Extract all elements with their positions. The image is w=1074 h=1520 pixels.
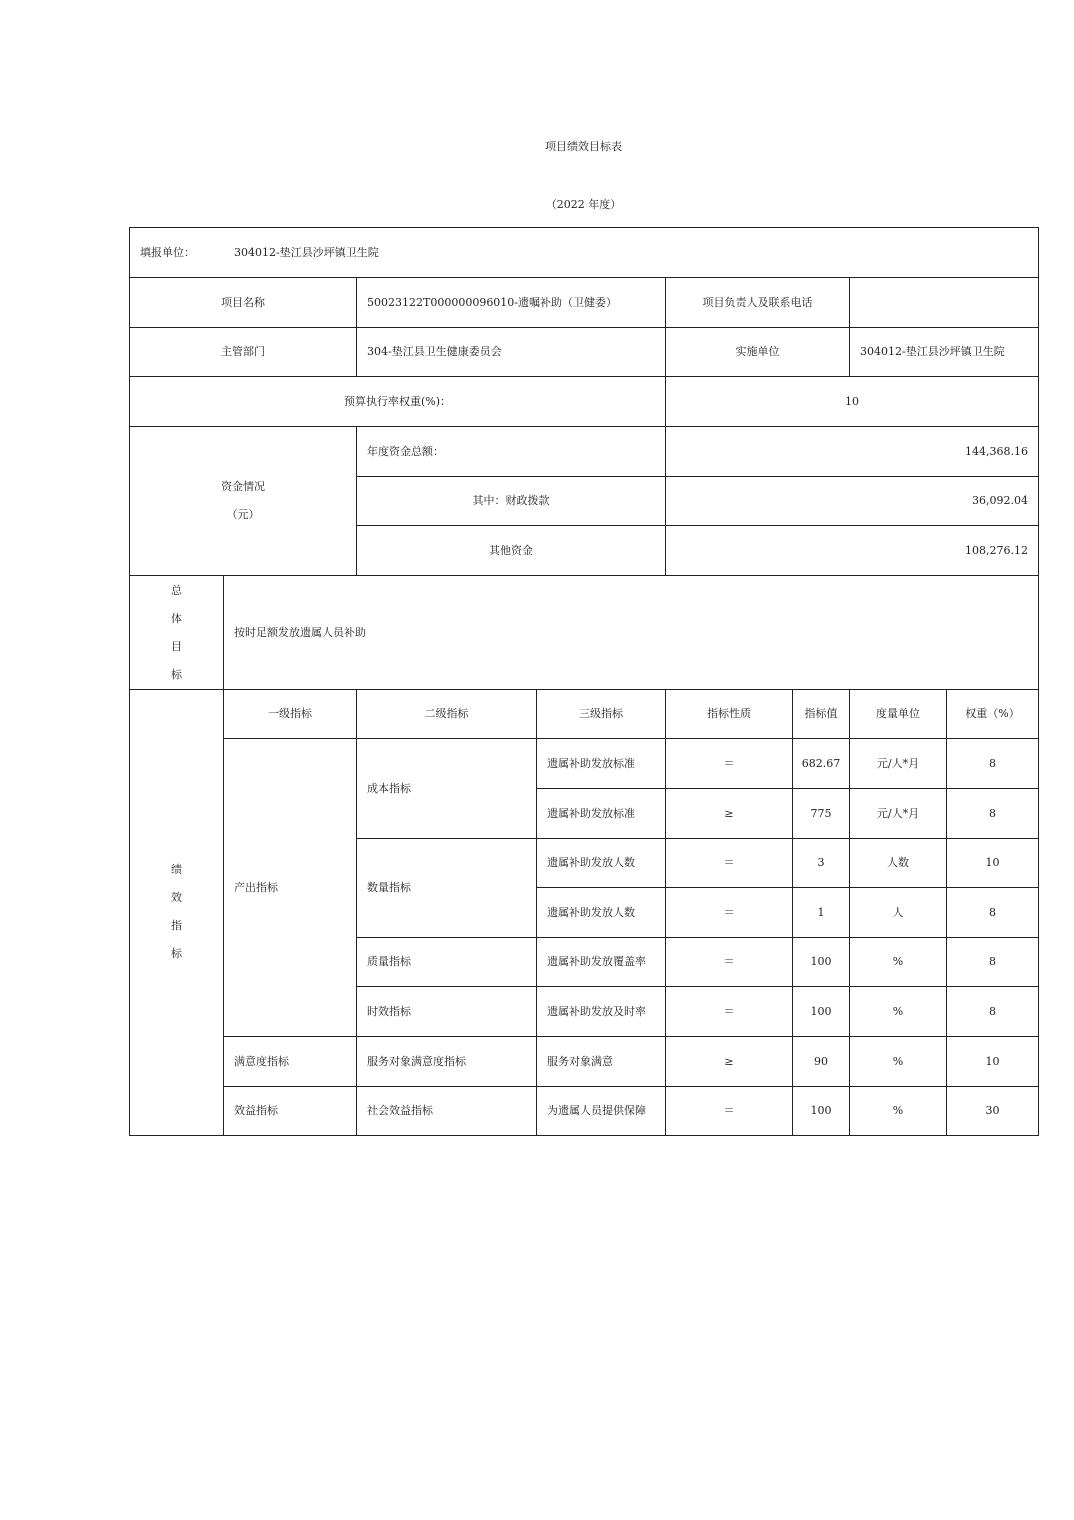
overall-goal-label [130, 576, 223, 689]
header-level3: 三级指标 [579, 707, 623, 721]
table-row-indicator: 遗属补助发放人数 [547, 856, 635, 870]
project-name-label: 项目名称 [221, 295, 265, 309]
overall-goal-char: 目 [171, 639, 182, 653]
table-row-weight: 8 [989, 1004, 996, 1018]
project-contact-value [850, 278, 1038, 327]
table-row-unit: % [892, 955, 904, 969]
table-row-nature: ＝ [723, 756, 735, 770]
year-subtitle: （2022 年度） [545, 198, 622, 211]
table-row-value: 3 [817, 856, 825, 870]
header-level2: 二级指标 [424, 707, 469, 721]
performance-label-char: 效 [171, 891, 182, 904]
table-row-weight: 8 [989, 905, 996, 919]
level1-output: 产出指标 [234, 880, 278, 894]
table-row-value: 100 [810, 955, 832, 969]
overall-goal-value: 按时足额发放遗属人员补助 [234, 625, 366, 639]
implementing-unit-label: 实施单位 [735, 345, 780, 359]
funds-other-label: 其他资金 [489, 543, 533, 557]
budget-weight-label: 预算执行率权重(%)： [343, 394, 452, 408]
table-row-unit: 人 [892, 905, 904, 919]
table-row-unit: % [892, 1054, 904, 1068]
project-contact-label: 项目负责人及联系电话 [702, 295, 813, 309]
budget-weight-value: 10 [845, 394, 859, 408]
table-row-value: 100 [810, 1104, 832, 1118]
header-level1: 一级指标 [268, 707, 312, 721]
header-unit: 度量单位 [876, 707, 920, 721]
funds-fiscal-label: 其中：财政拨款 [472, 494, 550, 508]
level2-quality: 质量指标 [367, 955, 411, 969]
table-row-indicator: 遗属补助发放标准 [547, 756, 635, 770]
table-row-nature: ≥ [724, 806, 734, 820]
table-row-nature: ＝ [723, 1004, 735, 1018]
department-label: 主管部门 [221, 345, 265, 359]
table-row-value: 775 [810, 806, 832, 820]
header-nature: 指标性质 [707, 707, 751, 721]
department-value: 304-垫江县卫生健康委员会 [367, 345, 502, 359]
table-row-value: 682.67 [801, 756, 841, 770]
reporting-unit-label: 填报单位： [140, 245, 195, 259]
level2-quantity: 数量指标 [367, 881, 411, 895]
level2-social-benefit: 社会效益指标 [367, 1104, 433, 1118]
performance-label-char: 绩 [171, 863, 182, 876]
level2-cost: 成本指标 [367, 781, 411, 795]
level1-benefit: 效益指标 [234, 1104, 278, 1118]
table-row-weight: 10 [985, 1054, 1000, 1068]
header-value: 指标值 [804, 707, 838, 721]
table-row-indicator: 遗属补助发放及时率 [547, 1004, 646, 1018]
table-row-nature: ≥ [724, 1054, 734, 1068]
funds-label [130, 427, 356, 575]
funds-total-value: 144,368.16 [965, 444, 1028, 458]
table-row-unit: 人数 [887, 856, 909, 870]
funds-label-line2: （元） [226, 508, 260, 521]
table-row-indicator: 为遗属人员提供保障 [547, 1104, 646, 1118]
table-row-unit: 元/人*月 [876, 806, 920, 820]
table-row-value: 90 [814, 1054, 828, 1068]
table-row-weight: 8 [989, 955, 996, 969]
table-row-unit: 元/人*月 [876, 756, 920, 770]
table-row-indicator: 遗属补助发放覆盖率 [547, 955, 646, 969]
project-name-value: 50023122T000000096010-遗嘱补助（卫健委） [367, 295, 618, 309]
performance-label-char: 指 [171, 919, 182, 932]
table-row-weight: 8 [989, 756, 996, 770]
level1-satisfaction: 满意度指标 [234, 1054, 289, 1068]
table-row-nature: ＝ [723, 1104, 735, 1118]
funds-total-label: 年度资金总额： [367, 444, 444, 458]
table-row-nature: ＝ [723, 905, 735, 919]
performance-label-char: 标 [171, 947, 182, 960]
overall-goal-char: 标 [171, 667, 182, 681]
table-row-weight: 30 [985, 1104, 1000, 1118]
table-row-value: 1 [817, 905, 825, 919]
table-row-indicator: 服务对象满意 [547, 1054, 613, 1068]
table-row-unit: % [892, 1104, 904, 1118]
funds-label-line1: 资金情况 [221, 480, 265, 493]
header-weight: 权重（%） [965, 707, 1020, 721]
table-row-indicator: 遗属补助发放标准 [547, 806, 635, 820]
table-row-weight: 8 [989, 806, 996, 820]
table-row-unit: % [892, 1004, 904, 1018]
table-row-weight: 10 [985, 856, 1000, 870]
table-row-indicator: 遗属补助发放人数 [547, 905, 635, 919]
funds-fiscal-value: 36,092.04 [972, 494, 1028, 508]
overall-goal-char: 总 [171, 583, 182, 597]
implementing-unit-value: 304012-垫江县沙坪镇卫生院 [860, 345, 1005, 359]
overall-goal-char: 体 [171, 611, 182, 625]
table-row-value: 100 [810, 1004, 832, 1018]
table-row-nature: ＝ [723, 856, 735, 870]
page-title: 项目绩效目标表 [545, 140, 622, 153]
performance-label [130, 690, 223, 1135]
funds-other-value: 108,276.12 [965, 543, 1028, 557]
table-row-nature: ＝ [723, 955, 735, 969]
reporting-unit-value: 304012-垫江县沙坪镇卫生院 [234, 245, 379, 259]
level2-timeliness: 时效指标 [367, 1004, 411, 1018]
level2-service-satisfaction: 服务对象满意度指标 [367, 1054, 466, 1068]
